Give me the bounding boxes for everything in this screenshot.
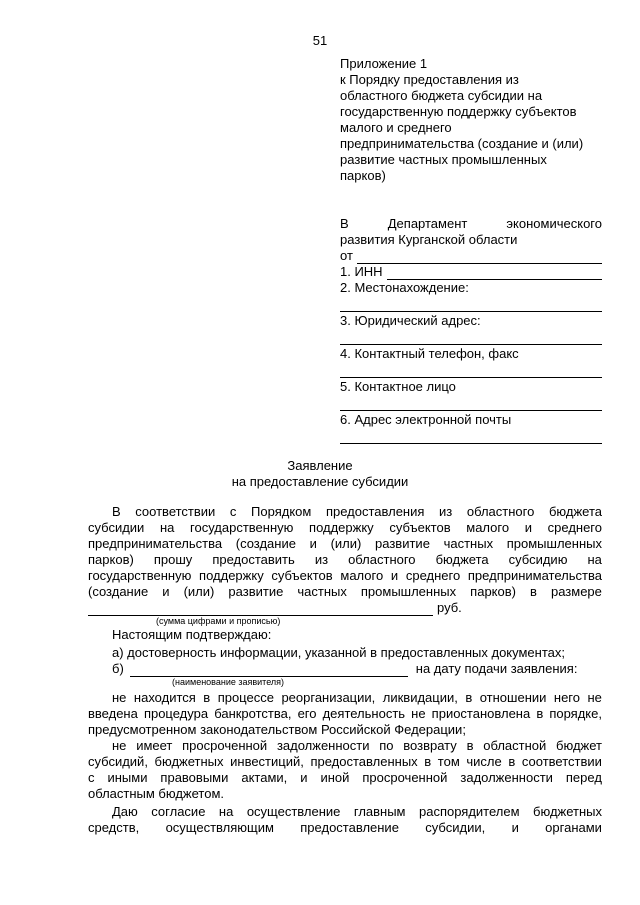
justified-line — [88, 552, 602, 568]
email-blank — [340, 428, 602, 444]
word: предоставление — [300, 820, 399, 835]
word: субсидию — [508, 552, 568, 567]
word: процедура — [143, 706, 209, 721]
word: деятельность — [322, 706, 406, 721]
word: в — [203, 690, 211, 705]
word: задолженности — [276, 738, 370, 753]
word: не — [112, 738, 127, 753]
justified-line — [88, 804, 602, 820]
word: из — [439, 504, 453, 519]
word: областного — [466, 504, 535, 519]
word: Порядком — [251, 504, 312, 519]
justified-line — [88, 568, 602, 584]
word: не — [411, 706, 426, 721]
justified-line — [88, 738, 602, 754]
word: с — [229, 504, 237, 519]
word: на — [218, 804, 234, 819]
word: и — [390, 568, 399, 583]
word: главным — [353, 804, 406, 819]
paragraph-2-last: предусмотренном законодательством Российской Федерации; — [88, 722, 466, 737]
word: осуществление — [246, 804, 341, 819]
word: согласие — [151, 804, 206, 819]
title-line-1: Заявление — [287, 458, 353, 473]
word: субсидии, — [425, 820, 486, 835]
word: (создание — [235, 536, 296, 551]
word: задолженности — [460, 770, 553, 785]
justified-line — [88, 754, 602, 770]
rub-label: руб. — [437, 600, 462, 615]
word: распорядителем — [418, 804, 520, 819]
word: Департамент — [387, 216, 468, 231]
word: соответствии — [521, 754, 602, 769]
word: бюджета — [548, 504, 602, 519]
word: В — [340, 216, 349, 231]
item-b-suffix: на дату подачи заявления: — [415, 661, 578, 676]
appendix-line: областного бюджета субсидии на — [340, 88, 543, 103]
appendix-line: государственную поддержку субъектов — [340, 104, 577, 119]
applicant-caption: (наименование заявителя) — [172, 677, 285, 687]
location-blank — [340, 296, 602, 312]
word: органами — [545, 820, 602, 835]
word: поддержку — [199, 568, 264, 583]
word: и — [309, 536, 317, 551]
word: государственную — [190, 520, 294, 535]
word: инвестиций, — [230, 754, 304, 769]
word: на — [159, 520, 175, 535]
phone-label: 4. Контактный телефон, факс — [340, 346, 519, 361]
appendix-line: развитие частных промышленных — [340, 152, 547, 167]
word: размере — [550, 584, 602, 599]
word: иной — [320, 770, 350, 785]
word: просроченной — [362, 770, 448, 785]
word: бюджетных — [533, 804, 602, 819]
word: государственную — [88, 568, 192, 583]
inn-blank — [387, 267, 602, 280]
appendix-line: малого и среднего — [340, 120, 452, 135]
word: ликвидации, — [382, 690, 458, 705]
word: парков) — [470, 584, 516, 599]
word: отношении — [479, 690, 547, 705]
addressee-block — [340, 216, 602, 445]
word: (или) — [183, 584, 215, 599]
word: предпринимательства — [467, 568, 602, 583]
word: соответствии — [135, 504, 216, 519]
word: из — [314, 552, 329, 567]
word: числе — [466, 754, 502, 769]
justified-line — [88, 690, 602, 706]
word: частных — [443, 536, 494, 551]
word: имеет — [136, 738, 173, 753]
appendix-header — [340, 56, 605, 184]
word: промышленных — [360, 584, 457, 599]
item-b — [88, 661, 602, 677]
word: поддержку — [309, 520, 374, 535]
addressee-department: развития Курганской области — [340, 232, 518, 247]
word: предпринимательства — [88, 536, 223, 551]
word: и — [511, 820, 519, 835]
paragraph-not-in-reorganization — [88, 690, 602, 722]
word: приостановлена — [431, 706, 531, 721]
word: (или) — [330, 536, 362, 551]
word: малого — [340, 568, 384, 583]
word: предоставленных — [310, 754, 418, 769]
contact-blank — [340, 395, 602, 411]
sum-field — [88, 600, 602, 616]
word: малого — [466, 520, 510, 535]
from-field — [340, 248, 602, 264]
justified-line — [88, 584, 602, 600]
word: порядке, — [549, 706, 602, 721]
word: правовыми — [160, 770, 229, 785]
appendix-line: к Порядку предоставления из — [340, 72, 519, 87]
word: процессе — [217, 690, 274, 705]
sum-caption: (сумма цифрами и прописью) — [156, 616, 281, 626]
word: в — [530, 584, 537, 599]
page-number: 51 — [312, 33, 328, 48]
sum-blank — [88, 603, 433, 616]
word: том — [437, 754, 460, 769]
word: развитие — [228, 584, 284, 599]
word: на — [587, 552, 602, 567]
word: находится — [133, 690, 196, 705]
word: бюджетных — [154, 754, 224, 769]
word: в — [466, 738, 474, 753]
word: частных — [297, 584, 347, 599]
word: предоставить — [212, 552, 295, 567]
word: не — [112, 690, 127, 705]
word: перед — [565, 770, 602, 785]
word: введена — [88, 706, 138, 721]
from-label: от — [340, 248, 353, 263]
legal-address-label: 3. Юридический адрес: — [340, 313, 481, 328]
word: областной — [483, 738, 547, 753]
item-b-prefix: б) — [112, 661, 124, 676]
word: в — [536, 706, 544, 721]
word: по — [379, 738, 394, 753]
word: не — [587, 690, 602, 705]
word: развитие — [375, 536, 430, 551]
word: парков) — [88, 552, 134, 567]
paragraph-no-debt — [88, 738, 602, 786]
word: осуществляющим — [165, 820, 274, 835]
justified-line — [88, 706, 602, 722]
word: и — [524, 520, 532, 535]
word: прошу — [153, 552, 193, 567]
word: реорганизации, — [281, 690, 376, 705]
inn-field — [340, 264, 602, 280]
legal-address-blank — [340, 329, 602, 345]
justified-line — [88, 520, 602, 536]
word: возврату — [403, 738, 457, 753]
word: в — [465, 690, 473, 705]
appendix-line: парков) — [340, 168, 386, 183]
word: промышленных — [506, 536, 602, 551]
document-body — [88, 504, 602, 836]
word: с — [88, 770, 95, 785]
applicant-blank — [130, 664, 408, 677]
word: субсидии — [88, 520, 145, 535]
inn-label: 1. ИНН — [340, 264, 383, 279]
word: В — [112, 504, 121, 519]
word: его — [297, 706, 317, 721]
word: субъектов — [271, 568, 333, 583]
word: бюджета — [435, 552, 489, 567]
contact-label: 5. Контактное лицо — [340, 379, 456, 394]
item-a: а) достоверность информации, указанной в предоставленных документах; — [112, 645, 565, 660]
paragraph-3-last: областным бюджетом. — [88, 786, 225, 801]
word: Даю — [112, 804, 138, 819]
word: бюджет — [556, 738, 602, 753]
word: просроченной — [182, 738, 268, 753]
justified-line — [88, 820, 602, 836]
word: и — [162, 584, 170, 599]
word: него — [553, 690, 580, 705]
addressee-to-line — [340, 216, 602, 232]
justified-line — [88, 536, 602, 552]
from-blank — [357, 251, 602, 264]
phone-blank — [340, 362, 602, 378]
word: субъектов — [389, 520, 451, 535]
word: в — [424, 754, 432, 769]
word: средств, — [88, 820, 140, 835]
word: и — [300, 770, 308, 785]
confirm-text: Настоящим подтверждаю: — [112, 627, 272, 642]
word: экономического — [506, 216, 602, 231]
appendix-line: предпринимательства (создание и (или) — [340, 136, 584, 151]
word: областного — [348, 552, 416, 567]
word: актами, — [241, 770, 288, 785]
location-label: 2. Местонахождение: — [340, 280, 469, 295]
word: банкротства, — [214, 706, 292, 721]
appendix-line: Приложение 1 — [340, 56, 428, 71]
word: иными — [107, 770, 148, 785]
justified-line — [88, 504, 602, 520]
word: субсидий, — [88, 754, 148, 769]
word: предоставления — [325, 504, 425, 519]
title-line-2: на предоставление субсидии — [231, 474, 409, 489]
word: среднего — [405, 568, 461, 583]
document-title — [0, 458, 640, 490]
justified-line — [88, 770, 602, 786]
word: (создание — [88, 584, 149, 599]
paragraph-consent — [88, 804, 602, 836]
word: в — [508, 754, 516, 769]
paragraph-request — [88, 504, 602, 600]
word: среднего — [547, 520, 602, 535]
email-label: 6. Адрес электронной почты — [340, 412, 512, 427]
